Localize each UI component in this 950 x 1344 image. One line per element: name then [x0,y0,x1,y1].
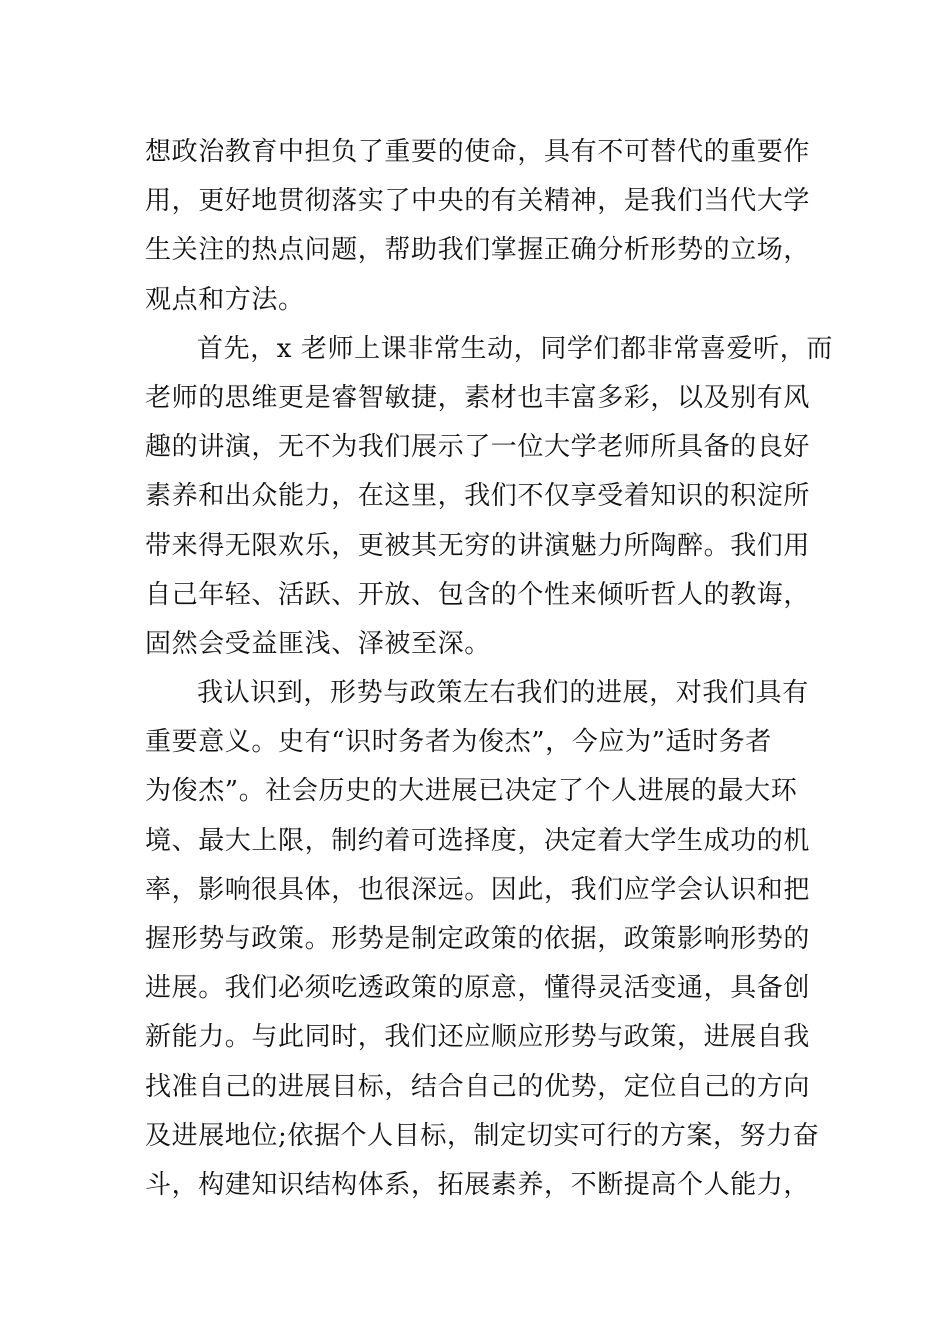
text-line: 用，更好地贯彻落实了中央的有关精神，是我们当代大学 [145,186,811,217]
text-line: 境、最大上限，制约着可选择度，决定着大学生成功的机 [145,825,811,856]
paragraph-3 [145,669,820,1210]
text-line: 握形势与政策。形势是制定政策的依据，政策影响形势的 [145,924,811,954]
text-line: 生关注的热点问题，帮助我们掌握正确分析形势的立场， [145,235,811,266]
text-line: 观点和方法。 [145,284,305,315]
text-line: 及进展地位;依据个人目标，制定切实可行的方案，努力奋 [145,1120,820,1151]
text-line: 趣的讲演，无不为我们展示了一位大学老师所具备的良好 [145,432,811,463]
text-line: 为俊杰”。社会历史的大进展已决定了个人进展的最大环 [145,776,798,807]
text-line: 首先，x 老师上课非常生动，同学们都非常喜爱听，而 [197,333,833,364]
text-line: 固然会受益匪浅、泽被至深。 [145,628,491,659]
paragraph-2 [145,325,833,669]
body-text [145,128,833,1210]
text-line: 新能力。与此同时，我们还应顺应形势与政策，进展自我 [145,1022,811,1053]
paragraph-1 [145,128,815,325]
text-line: 进展。我们必须吃透政策的原意，懂得灵活变通，具备创 [145,973,811,1004]
text-line: 重要意义。史有“识时务者为俊杰”，今应为”适时务者 [145,727,772,758]
text-line: 素养和出众能力，在这里，我们不仅享受着知识的积淀所 [145,481,811,512]
text-line: 自己年轻、活跃、开放、包含的个性来倾听哲人的教诲， [145,579,811,610]
text-line: 率，影响很具体，也很深远。因此，我们应学会认识和把 [145,874,811,905]
text-line: 想政治教育中担负了重要的使命，具有不可替代的重要作 [145,137,811,167]
text-line: 斗，构建知识结构体系，拓展素养，不断提高个人能力， [145,1169,811,1200]
text-line: 带来得无限欢乐，更被其无穷的讲演魅力所陶醉。我们用 [145,530,811,561]
text-line: 老师的思维更是睿智敏捷，素材也丰富多彩，以及别有风 [145,382,811,413]
text-line: 我认识到，形势与政策左右我们的进展，对我们具有 [197,678,809,709]
text-line: 找准自己的进展目标，结合自己的优势，定位自己的方向 [145,1071,811,1102]
